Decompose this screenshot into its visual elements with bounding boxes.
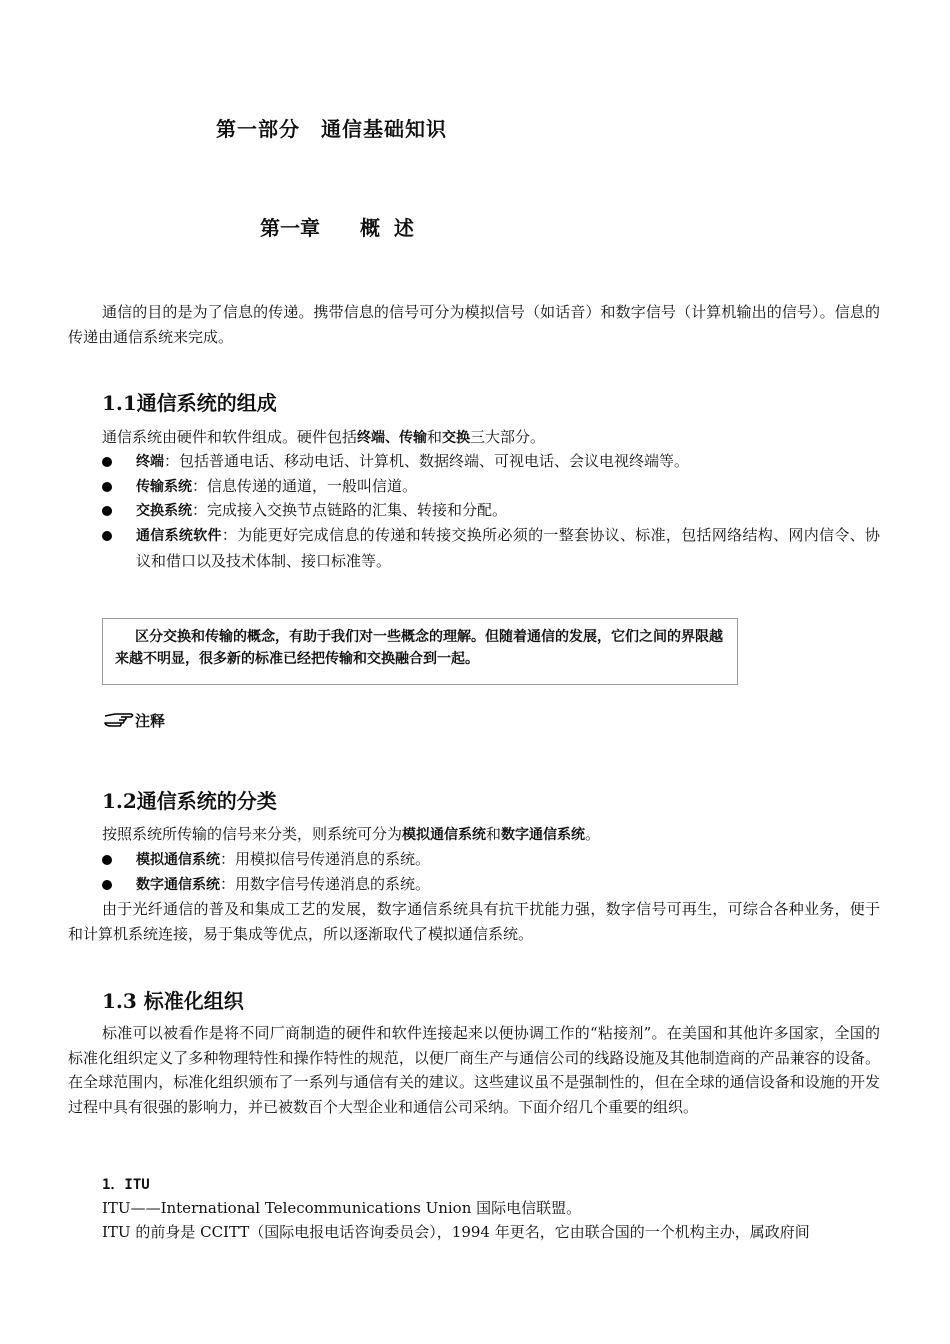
bullet-colon: ： bbox=[220, 875, 236, 893]
term-switching: 交换 bbox=[442, 430, 471, 446]
note-box bbox=[102, 618, 738, 685]
list-item bbox=[102, 523, 880, 573]
bullet-text: 用模拟信号传递消息的系统。 bbox=[235, 850, 431, 868]
bullet-term: 模拟通信系统 bbox=[136, 852, 220, 868]
bullet-colon: ： bbox=[220, 850, 236, 868]
lead-text-end: 三大部分。 bbox=[470, 428, 546, 446]
bullet-term: 交换系统 bbox=[136, 503, 192, 519]
bullet-term: 数字通信系统 bbox=[136, 877, 220, 893]
term-and: 和 bbox=[427, 428, 443, 446]
lead-text-end: 。 bbox=[585, 825, 601, 843]
list-item bbox=[102, 449, 880, 475]
note-label-text: 注释 bbox=[135, 712, 166, 730]
bullet-icon bbox=[102, 457, 112, 467]
itu-definition: ITU——International Telecommunications Union 国际电信联盟。 bbox=[102, 1199, 582, 1217]
list-item bbox=[102, 498, 880, 524]
term-digital: 数字通信系统 bbox=[501, 827, 586, 843]
term-transmission: 传输 bbox=[399, 430, 428, 446]
section-1-1-lead bbox=[102, 425, 545, 450]
term-terminal: 终端 bbox=[357, 430, 386, 446]
pointing-hand-icon bbox=[103, 710, 135, 728]
part-title: 第一部分 通信基础知识 bbox=[216, 117, 447, 141]
list-item bbox=[102, 872, 880, 898]
bullet-colon: ： bbox=[221, 526, 238, 544]
bullet-term: 通信系统软件 bbox=[136, 528, 222, 544]
section-heading-1-2: 1.2通信系统的分类 bbox=[102, 789, 277, 813]
bullet-text: 完成接入交换节点链路的汇集、转接和分配。 bbox=[207, 501, 508, 519]
bullet-term: 传输系统 bbox=[136, 479, 192, 495]
note-label bbox=[103, 710, 165, 731]
term-and: 和 bbox=[486, 825, 502, 843]
lead-text: 通信系统由硬件和软件组成。硬件包括 bbox=[102, 428, 358, 446]
chapter-title: 第一章 概 述 bbox=[260, 216, 414, 240]
bullet-colon: ： bbox=[192, 501, 208, 519]
term-analog: 模拟通信系统 bbox=[402, 827, 487, 843]
bullet-colon: ： bbox=[192, 477, 208, 495]
section-heading-1-3: 1.3 标准化组织 bbox=[102, 989, 244, 1013]
bullet-text: 为能更好完成信息的传递和转接交换所必须的一整套协议、标准，包括网络结构、网内信令、协议和借口以及技术体制、接口标准等。 bbox=[136, 526, 880, 570]
bullet-icon bbox=[102, 506, 112, 516]
itu-history: ITU 的前身是 CCITT（国际电报电话咨询委员会），1994 年更名，它由联合国的一个机构主办，属政府间 bbox=[102, 1223, 810, 1241]
bullet-icon bbox=[102, 855, 112, 865]
bullet-text: 用数字信号传递消息的系统。 bbox=[235, 875, 431, 893]
list-item bbox=[102, 474, 880, 500]
intro-paragraph: 通信的目的是为了信息的传递。携带信息的信号可分为模拟信号（如话音）和数字信号（计算机输出的信号）。信息的传递由通信系统来完成。 bbox=[68, 303, 880, 346]
section-1-2-lead bbox=[102, 822, 600, 847]
lead-text: 按照系统所传输的信号来分类，则系统可分为 bbox=[102, 825, 403, 843]
bullet-colon: ： bbox=[164, 452, 180, 470]
note-text: 区分交换和传输的概念，有助于我们对一些概念的理解。但随着通信的发展，它们之间的界限越来越不明显，很多新的标准已经把传输和交换融合到一起。 bbox=[115, 629, 723, 667]
bullet-icon bbox=[102, 482, 112, 492]
section-1-2-paragraph: 由于光纤通信的普及和集成工艺的发展，数字通信系统具有抗干扰能力强，数字信号可再生，可综合各种业务，便于和计算机系统连接，易于集成等优点，所以逐渐取代了模拟通信系统。 bbox=[68, 900, 880, 943]
bullet-text: 包括普通电话、移动电话、计算机、数据终端、可视电话、会议电视终端等。 bbox=[179, 452, 690, 470]
bullet-icon bbox=[102, 880, 112, 890]
section-1-3-paragraph: 标准可以被看作是将不同厂商制造的硬件和软件连接起来以便协调工作的“粘接剂”。在美国和其他许多国家，全国的标准化组织定义了多种物理特性和操作特性的规范，以便厂商生产与通信公司的线路设施及其他制造商的产品兼容的设备。在全球范围内，标准化组织颁布了一系列与通信有关的建议。这些建议虽不是强制性的，但在全球的通信设备和设施的开发过程中具有很强的影响力，并已被数百个大型企业和通信公司采纳。下面介绍几个重要的组织。 bbox=[68, 1024, 880, 1116]
section-heading-1-1: 1.1通信系统的组成 bbox=[102, 391, 277, 415]
bullet-term: 终端 bbox=[136, 454, 164, 470]
list-item bbox=[102, 847, 880, 873]
bullet-text: 信息传递的通道，一般叫信道。 bbox=[207, 477, 418, 495]
bullet-icon bbox=[102, 531, 112, 541]
subsection-heading-itu: 1．ITU bbox=[102, 1177, 150, 1193]
term-separator: 、 bbox=[385, 430, 400, 446]
